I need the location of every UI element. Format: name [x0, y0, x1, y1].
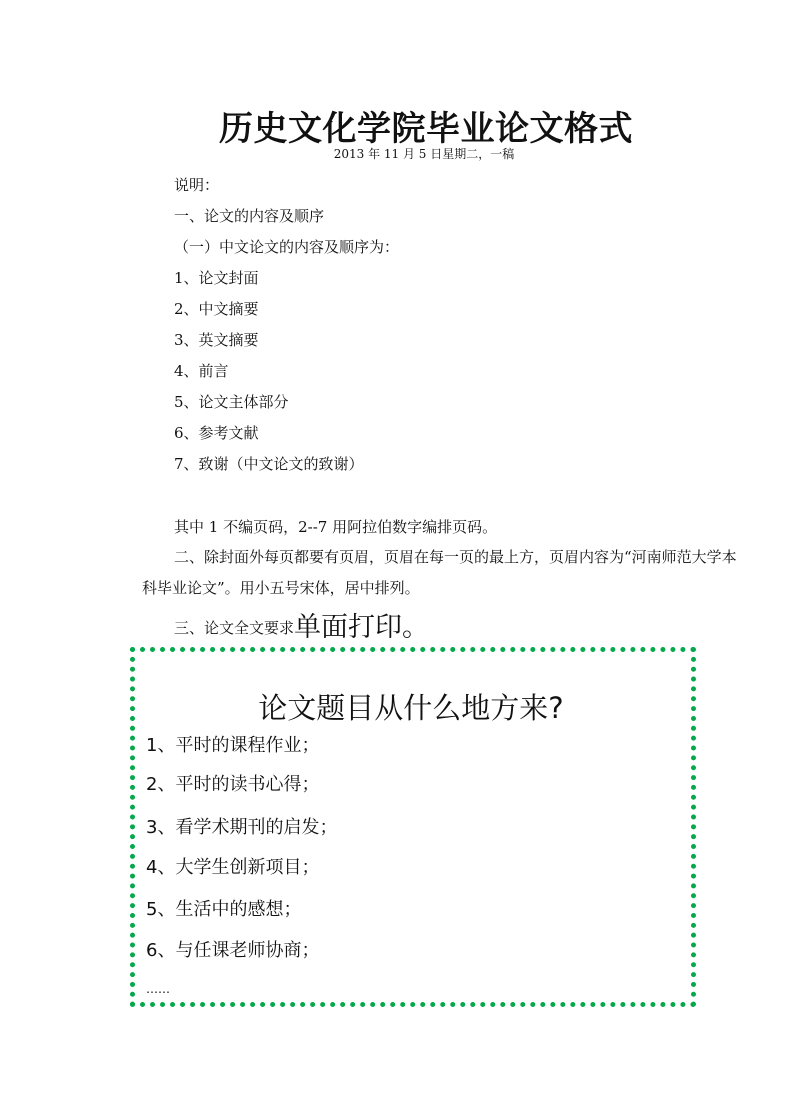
topic-source-item: 5、生活中的感想； — [146, 899, 302, 920]
topic-source-item: 2、平时的读书心得； — [146, 774, 320, 795]
topic-box-title: 论文题目从什么地方来? — [258, 691, 564, 726]
content-list-item: 7、致谢（中文论文的致谢） — [174, 455, 364, 473]
content-list-item: 4、前言 — [174, 362, 229, 380]
content-list-item: 3、英文摘要 — [174, 331, 259, 349]
printing-requirement — [174, 611, 429, 645]
topic-list-ellipsis: …… — [146, 982, 170, 996]
date-line: 2013 年 11 月 5 日星期二，一稿 — [333, 147, 515, 161]
content-list-item: 6、参考文献 — [174, 424, 259, 442]
printing-requirement-emphasis: 单面打印。 — [294, 612, 430, 643]
intro-label: 说明： — [174, 176, 220, 194]
content-list-item: 1、论文封面 — [174, 269, 259, 287]
topic-source-item: 3、看学术期刊的启发； — [146, 817, 338, 838]
topic-source-item: 4、大学生创新项目； — [146, 857, 320, 878]
printing-requirement-prefix: 三、论文全文要求 — [174, 619, 295, 637]
subsection-heading: （一）中文论文的内容及顺序为： — [174, 238, 400, 256]
section-heading: 一、论文的内容及顺序 — [174, 207, 325, 225]
topic-source-item: 1、平时的课程作业； — [146, 735, 320, 756]
content-list-item: 2、中文摘要 — [174, 300, 259, 318]
header-requirement-paragraph: 二、除封面外每页都要有页眉，页眉在每一页的最上方，页眉内容为“河南师范大学本科毕业论文”。用小五号宋体，居中排列。 — [142, 548, 737, 597]
page-title: 历史文化学院毕业论文格式 — [219, 108, 633, 149]
content-list-item: 5、论文主体部分 — [174, 393, 289, 411]
page-number-note: 其中 1 不编页码，2--7 用阿拉伯数字编排页码。 — [174, 518, 498, 536]
topic-source-item: 6、与任课老师协商； — [146, 940, 320, 961]
